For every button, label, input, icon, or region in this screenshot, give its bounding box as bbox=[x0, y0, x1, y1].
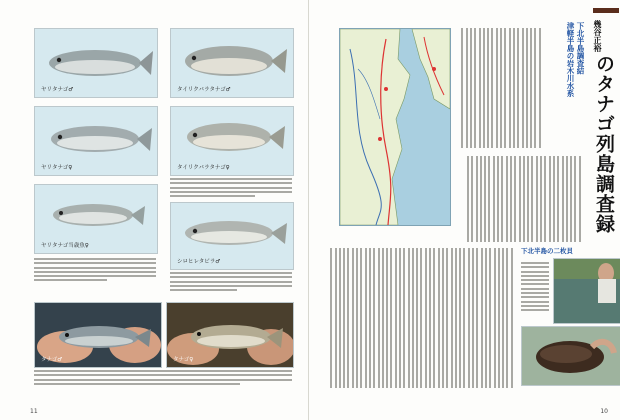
text-block bbox=[170, 272, 292, 293]
fish-caption: ヤリタナゴ♀ bbox=[41, 165, 73, 171]
fish-caption: タイリクバラタナゴ♂ bbox=[177, 87, 231, 93]
text-columns bbox=[455, 156, 583, 242]
fish-caption: タナゴ♂ bbox=[41, 357, 63, 363]
text-block bbox=[34, 258, 156, 284]
fish-photo-3 bbox=[34, 106, 158, 176]
subtitle-2: 下北半島調査結 bbox=[576, 22, 585, 75]
mussel-photo bbox=[521, 326, 620, 386]
fish-caption: ヤリタナゴ♂ bbox=[41, 87, 74, 93]
article-title: のタナゴ列島調査録 bbox=[593, 54, 615, 234]
accent-bar bbox=[593, 8, 619, 13]
page-number: 11 bbox=[30, 408, 38, 415]
map bbox=[339, 28, 451, 226]
text-columns bbox=[317, 248, 515, 388]
left-page bbox=[0, 0, 309, 420]
section-heading: 下北半島の二枚貝 bbox=[521, 247, 573, 255]
right-page bbox=[309, 0, 620, 420]
fish-photo-2 bbox=[170, 28, 294, 98]
text-block bbox=[170, 178, 292, 199]
river-photo bbox=[553, 258, 620, 324]
fish-caption: タナゴ♀ bbox=[173, 357, 194, 363]
fish-caption: ヤリタナゴ当歳魚♀ bbox=[41, 243, 89, 249]
text-block bbox=[521, 262, 549, 314]
page-number: 10 bbox=[600, 408, 608, 415]
author-name: 幾谷正裕 bbox=[593, 20, 603, 52]
fish-photo-5 bbox=[34, 184, 158, 254]
text-block bbox=[34, 370, 292, 387]
fish-caption: シロヒレタビラ♂ bbox=[177, 259, 221, 265]
subtitle-1: 津軽半島の岩木川水系 bbox=[566, 22, 575, 97]
fish-caption: タイリクバラタナゴ♀ bbox=[177, 165, 230, 171]
fish-in-hand-photo-1 bbox=[34, 302, 162, 368]
fish-photo-4 bbox=[170, 106, 294, 176]
fish-photo-1 bbox=[34, 28, 158, 98]
text-columns bbox=[455, 28, 543, 148]
fish-photo-6 bbox=[170, 202, 294, 270]
fish-in-hand-photo-2 bbox=[166, 302, 294, 368]
